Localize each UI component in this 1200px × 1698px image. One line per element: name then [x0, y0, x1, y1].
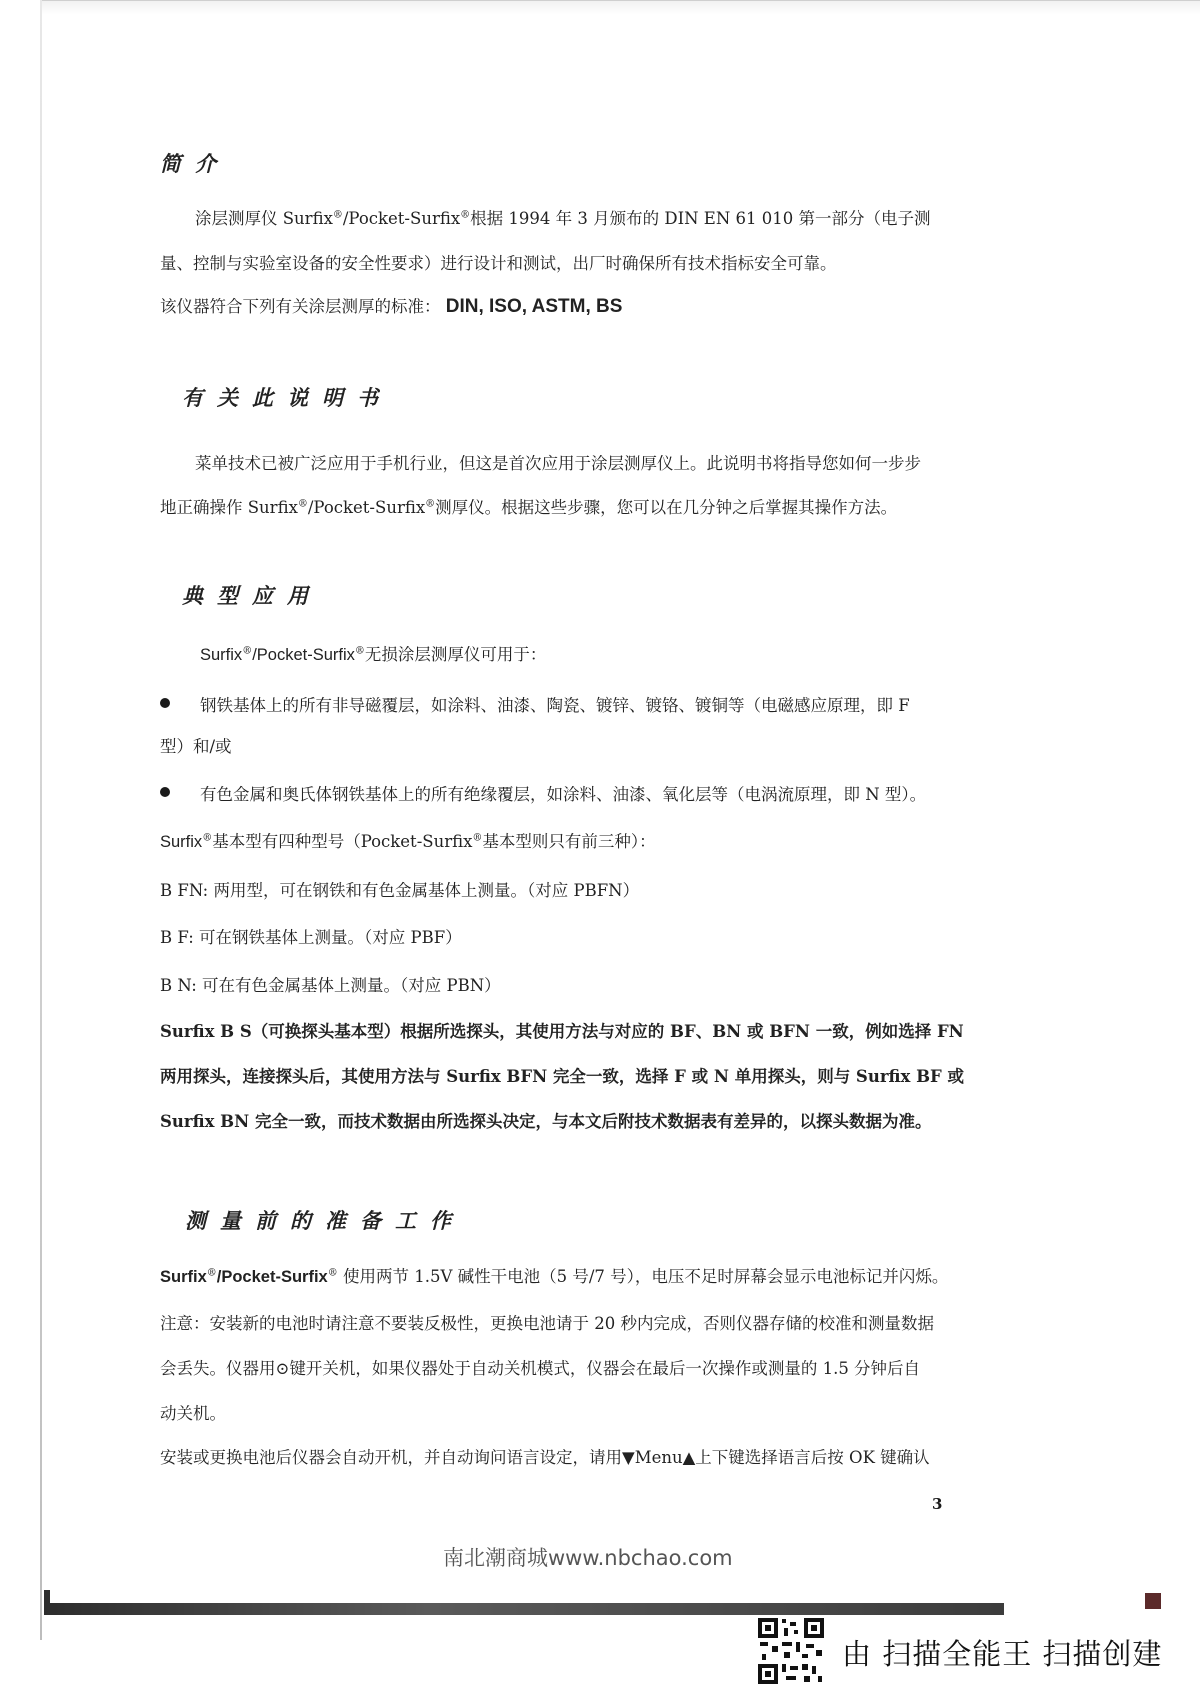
preparation-paragraph-5: 安装或更换电池后仪器会自动开机，并自动询问语言设定，请用▼Menu▲上下键选择语言后按 OK 键确认 [160, 1448, 930, 1467]
apps-intro-a: Surfix [200, 646, 243, 664]
preparation-heading: 测量前的准备工作 [185, 1208, 465, 1233]
model-bfn: B FN: 两用型，可在钢铁和有色金属基体上测量。（对应 PBFN） [160, 881, 640, 900]
preparation-note-line-1: 注意：安装新的电池时请注意不要装反极性，更换电池请于 20 秒内完成，否则仪器存储的校准和测量数据 [160, 1314, 934, 1333]
applications-heading: 典型应用 [182, 583, 322, 608]
prep-p1-a: Surfix [160, 1268, 207, 1286]
scanner-label: 由 扫描全能王 扫描创建 [842, 1637, 1163, 1671]
preparation-note-line-2: 会丢失。仪器用⊙键开关机，如果仪器处于自动关机模式，仪器会在最后一次操作或测量的 1.5 分钟后自 [160, 1359, 921, 1378]
intro-paragraph-2: 量、控制与实验室设备的安全性要求）进行设计和测试，出厂时确保所有技术指标安全可靠。 [160, 254, 837, 273]
manual-p2-b: /Pocket-Surfix [307, 498, 426, 517]
model-bs-line-2: 两用探头，连接探头后，其使用方法与 Surfix BFN 完全一致，选择 F 或 N 单用探头，则与 Surfix BF 或 [160, 1067, 965, 1086]
model-bs-line-1: Surfix B S（可换探头基本型）根据所选探头，其使用方法与对应的 BF、BN 或 BFN 一致，例如选择 FN [160, 1022, 964, 1041]
apps-intro-b: /Pocket-Surfix [252, 646, 355, 664]
intro-p1-a: 涂层测厚仪 Surfix [195, 209, 333, 228]
bullet-item-2: 有色金属和奥氏体钢铁基体上的所有绝缘覆层，如涂料、油漆、氧化层等（电涡流原理，即 N 型）。 [200, 785, 927, 804]
manual-paragraph-2 [160, 494, 960, 518]
registered-mark: ® [242, 645, 253, 657]
model-bn: B N: 可在有色金属基体上测量。（对应 PBN） [160, 976, 501, 995]
page-number: 3 [932, 1495, 943, 1513]
prep-p1-b: /Pocket-Surfix [216, 1268, 328, 1286]
models-c: 基本型则只有前三种）： [482, 832, 656, 851]
watermark-text: 南北潮商城www.nbchao.com [443, 1546, 733, 1570]
registered-mark: ® [202, 832, 213, 844]
standards-list: DIN, ISO, ASTM, BS [445, 296, 623, 317]
corner-mark [1145, 1593, 1161, 1609]
manual-p2-c: 测厚仪。根据这些步骤，您可以在几分钟之后掌握其操作方法。 [435, 498, 898, 517]
applications-intro [200, 641, 1000, 665]
apps-intro-c: 无损涂层测厚仪可用于： [364, 645, 547, 664]
models-b: 基本型有四种型号（Pocket-Surfix [212, 832, 473, 851]
preparation-note-line-3: 动关机。 [160, 1404, 226, 1423]
bullet-icon [160, 787, 170, 797]
intro-heading: 简介 [160, 151, 230, 176]
preparation-paragraph-1 [160, 1263, 960, 1287]
registered-mark: ® [206, 1267, 217, 1279]
scan-shadow-bottom [44, 1603, 1004, 1615]
registered-mark: ® [332, 209, 343, 221]
registered-mark: ® [472, 832, 483, 844]
manual-paragraph-1: 菜单技术已被广泛应用于手机行业，但这是首次应用于涂层测厚仪上。此说明书将指导您如何一步步 [195, 454, 921, 473]
bullet-icon [160, 698, 170, 708]
qr-code-icon [756, 1616, 826, 1686]
manual-heading: 有关此说明书 [182, 385, 392, 410]
bullet-item-1: 钢铁基体上的所有非导磁覆层，如涂料、油漆、陶瓷、镀锌、镀铬、镀铜等（电磁感应原理，即 F [200, 696, 910, 715]
model-bs-line-3: Surfix BN 完全一致，而技术数据由所选探头决定，与本文后附技术数据表有差异的，以探头数据为准。 [160, 1112, 932, 1131]
registered-mark: ® [354, 645, 365, 657]
registered-mark: ® [460, 209, 471, 221]
model-bf: B F: 可在钢铁基体上测量。（对应 PBF） [160, 928, 462, 947]
intro-paragraph-1 [195, 205, 995, 229]
intro-p1-c: 根据 1994 年 3 月颁布的 DIN EN 61 010 第一部分（电子测 [470, 209, 931, 228]
registered-mark: ® [425, 498, 436, 510]
manual-p2-a: 地正确操作 Surfix [160, 498, 298, 517]
registered-mark: ® [327, 1267, 338, 1279]
intro-p1-b: /Pocket-Surfix [342, 209, 461, 228]
intro-paragraph-3 [160, 293, 960, 318]
bullet-item-1-cont: 型）和/或 [160, 737, 232, 756]
prep-p1-c: 使用两节 1.5V 碱性干电池（5 号/7 号），电压不足时屏幕会显示电池标记并闪烁。 [337, 1267, 949, 1286]
registered-mark: ® [297, 498, 308, 510]
intro-p3-a: 该仪器符合下列有关涂层测厚的标准： [160, 297, 441, 316]
models-a: Surfix [160, 833, 203, 851]
models-intro [160, 828, 960, 852]
